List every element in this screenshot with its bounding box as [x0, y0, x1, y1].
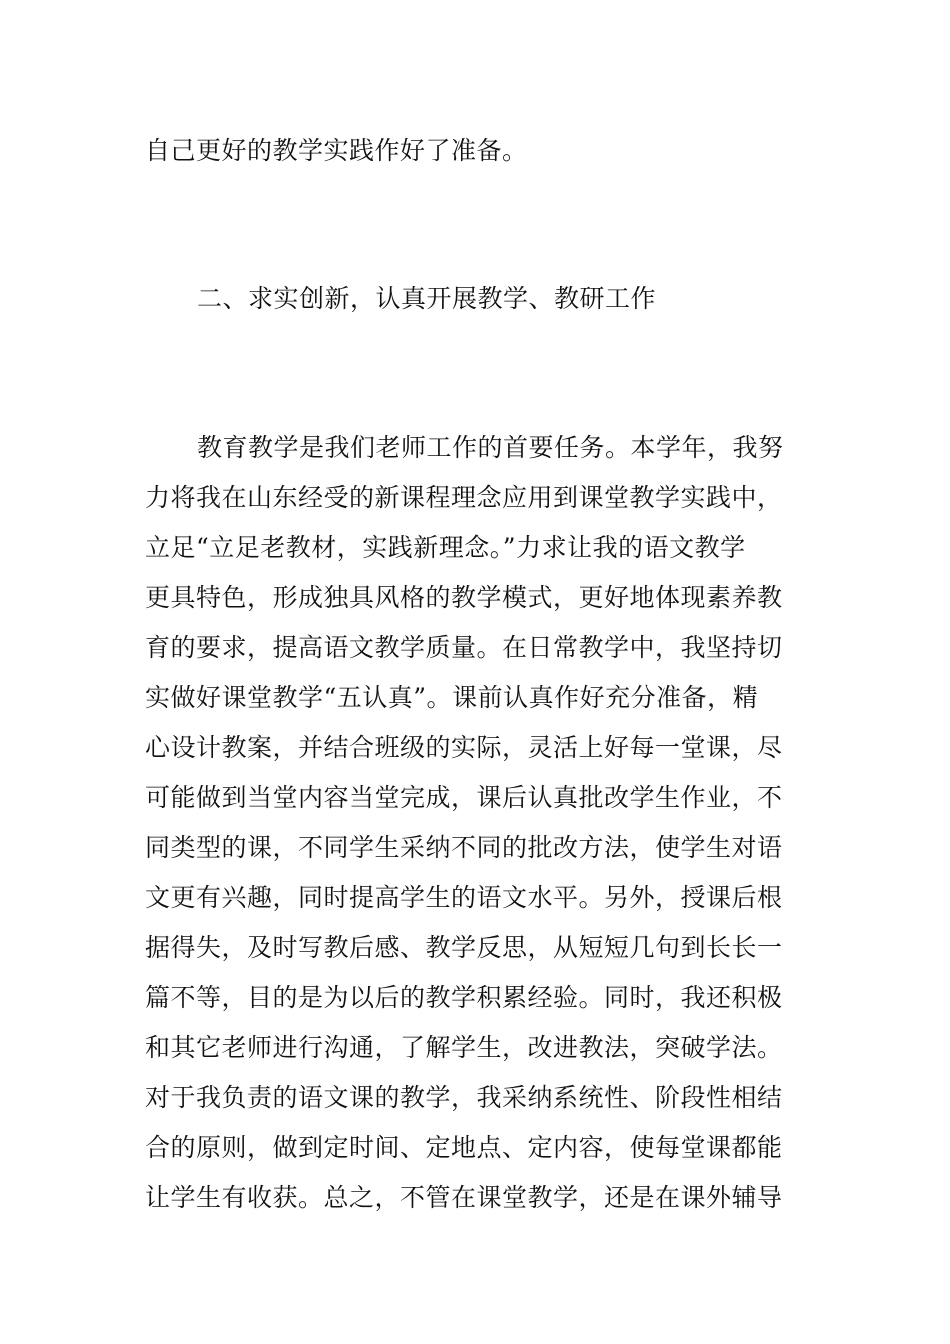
paragraph-line: 实做好课堂教学“五认真”。课前认真作好充分准备，精	[145, 683, 759, 712]
paragraph-line: 和其它老师进行沟通，了解学生，改进教法，突破学法。	[145, 1033, 783, 1062]
paragraph-line: 力将我在山东经受的新课程理念应用到课堂教学实践中，	[145, 483, 783, 512]
paragraph-line: 教育教学是我们老师工作的首要任务。本学年，我努	[197, 433, 784, 462]
paragraph-line: 合的原则，做到定时间、定地点、定内容，使每堂课都能	[145, 1133, 783, 1162]
section-heading: 二、求实创新，认真开展教学、教研工作	[197, 284, 657, 313]
paragraph-line: 篇不等，目的是为以后的教学积累经验。同时，我还积极	[145, 983, 783, 1012]
continuation-line: 自己更好的教学实践作好了准备。	[145, 136, 528, 165]
paragraph-line: 育的要求，提高语文教学质量。在日常教学中，我坚持切	[145, 633, 783, 662]
paragraph-line: 可能做到当堂内容当堂完成，课后认真批改学生作业，不	[145, 783, 783, 812]
paragraph-line: 文更有兴趣，同时提高学生的语文水平。另外，授课后根	[145, 883, 783, 912]
paragraph-line: 同类型的课，不同学生采纳不同的批改方法，使学生对语	[145, 833, 783, 862]
paragraph-line: 心设计教案，并结合班级的实际，灵活上好每一堂课，尽	[145, 733, 783, 762]
paragraph-line: 立足“立足老教材，实践新理念。”力求让我的语文教学	[145, 533, 746, 562]
paragraph-line: 让学生有收获。总之，不管在课堂教学，还是在课外辅导	[145, 1183, 783, 1212]
paragraph-line: 据得失，及时写教后感、教学反思，从短短几句到长长一	[145, 933, 783, 962]
paragraph-line: 对于我负责的语文课的教学，我采纳系统性、阶段性相结	[145, 1083, 783, 1112]
paragraph-line: 更具特色，形成独具风格的教学模式，更好地体现素养教	[145, 583, 783, 612]
